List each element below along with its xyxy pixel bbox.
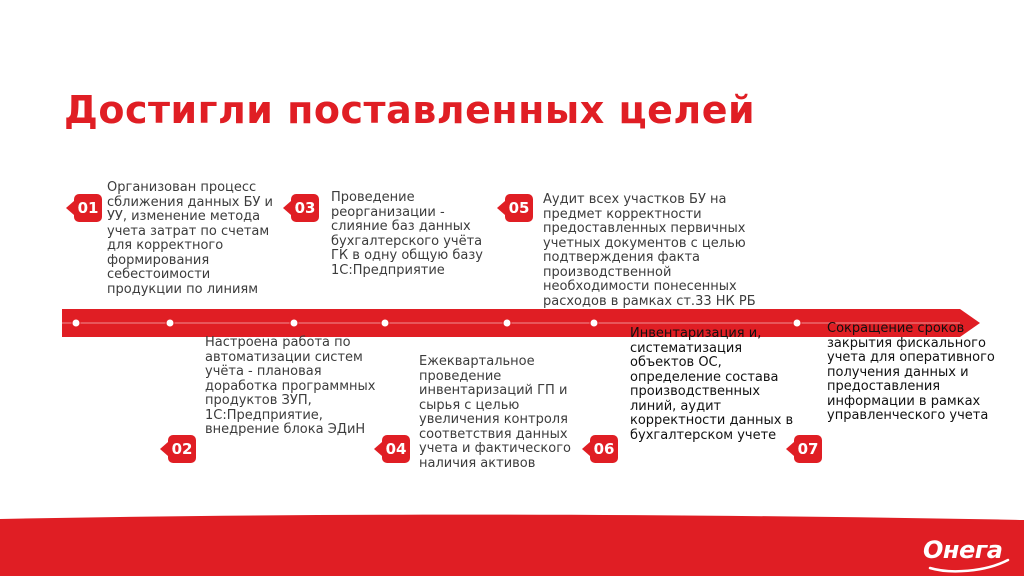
step-text-07: Сокращение сроков закрытия фискального учета для оперативного получения данных и предоставления информации в рамках управленческого учета — [827, 321, 995, 423]
brand-logo: Онега — [923, 536, 1003, 564]
step-text-05: Аудит всех участков БУ на предмет корректности предоставленных первичных учетных документов с целью подтверждения факта производственной необходимости понесенных расходов в рамках ст.33 НК РБ — [543, 193, 756, 309]
step-badge-06: 06 — [590, 435, 618, 463]
step-text-06: Инвентаризация и, систематизация объектов ОС, определение состава производственных линий, аудит корректности данных в бухгалтерском учете — [630, 326, 794, 443]
step-badge-02: 02 — [168, 435, 196, 463]
step-badge-01: 01 — [74, 194, 102, 222]
step-badge-04: 04 — [382, 435, 410, 463]
step-text-02: Настроена работа по автоматизации систем учёта - плановая доработка программных продуктов ЗУП, 1С:Предприятие, внедрение блока ЭДиН — [205, 335, 376, 437]
page-title: Достигли поставленных целей — [64, 88, 756, 132]
step-badge-03: 03 — [291, 194, 319, 222]
step-text-04: Ежеквартальное проведение инвентаризаций ГП и сырья с целью увеличения контроля соответствия данных учета и фактического наличия активов — [419, 354, 571, 471]
step-text-01: Организован процесс сближения данных БУ и УУ, изменение метода учета затрат по счетам для корректного формирования себестоимости продукции по линиям — [107, 181, 273, 297]
step-text-03: Проведение реорганизации - слияние баз данных бухгалтерского учёта ГК в одну общую базу 1С:Предприятие — [331, 190, 483, 278]
step-badge-07: 07 — [794, 435, 822, 463]
step-badge-05: 05 — [505, 194, 533, 222]
